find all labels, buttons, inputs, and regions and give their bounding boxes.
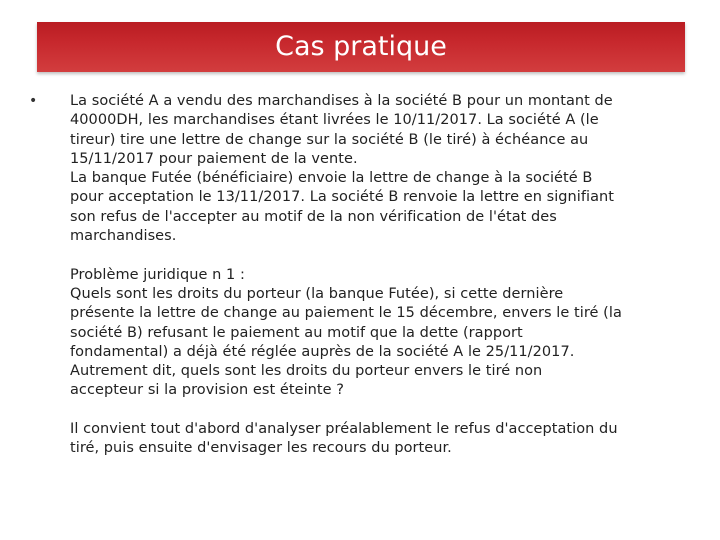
paragraph-spacer: [70, 401, 689, 420]
paragraph-spacer: [70, 246, 689, 265]
title-banner: [37, 22, 685, 72]
bullet-marker: •: [29, 93, 38, 109]
bullet-item: [29, 92, 689, 459]
slide-body: [29, 92, 689, 459]
slide-title: Cas pratique: [275, 30, 447, 62]
case-description-paragraph: La société A a vendu des marchandises à la société B pour un montant de 40000DH, les marchandises étant livrées le 10/11/2017. La société A (le tireur) tire une lettre de change sur la société B (le tiré) à échéance au 15/11/2017 pour paiement de la vente. La banque Futée (bénéficiaire) envoie la lettre de change à la société B pour acceptation le 13/11/2017. La société B renvoie la lettre en signifiant son refus de l'accepter au motif de la non vérification de l'état des marchandises.: [70, 93, 614, 245]
legal-problem-paragraph: Problème juridique n 1 : Quels sont les droits du porteur (la banque Futée), si cette dernière présente la lettre de change au paiement le 15 décembre, envers le tiré (la société B) refusant le paiement au motif que la dette (rapport fondamental) a déjà été réglée auprès de la société A le 25/11/2017. Autrement dit, quels sont les droits du porteur envers le tiré non accepteur si la provision est éteinte ?: [70, 266, 622, 399]
bullet-content: [70, 92, 689, 459]
method-paragraph: Il convient tout d'abord d'analyser préalablement le refus d'acceptation du tiré, puis ensuite d'envisager les recours du porteur.: [70, 421, 618, 457]
